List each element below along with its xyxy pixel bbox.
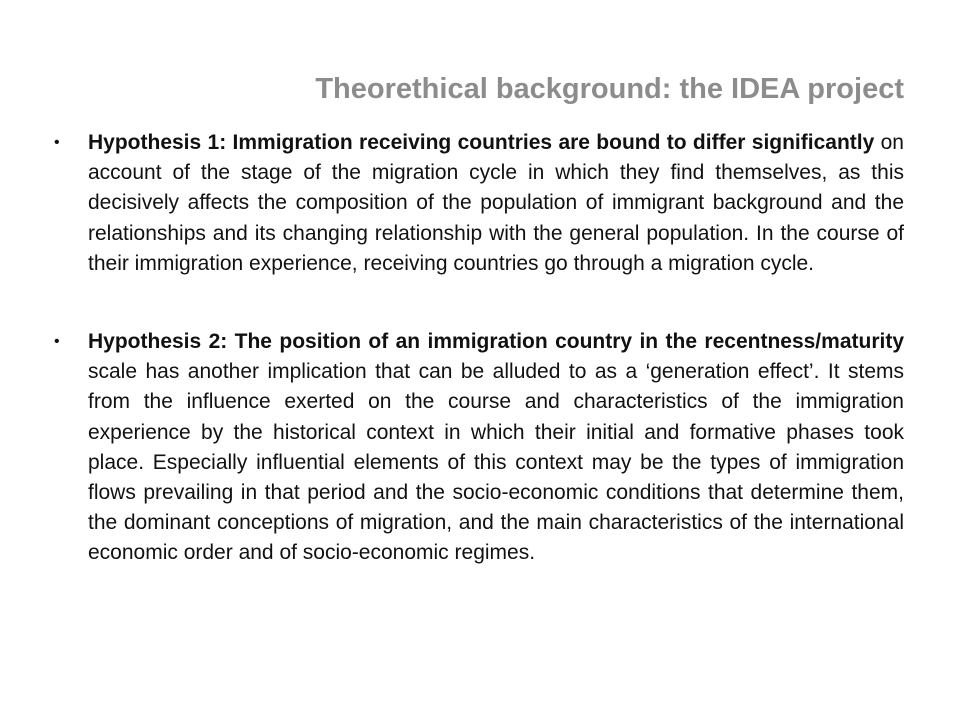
bullet-bold-text: Hypothesis 1: Immigration receiving countries are bound to differ significantly <box>88 131 875 154</box>
bullet-body-text: on account of the stage of the migration cycle in which they find themselves, as this decisively affects the composition of the population of immigrant background and the relationships and its changing relationship with the general population. In the course of their immigration experience, receiving countries go through a migration cycle. <box>88 131 904 275</box>
bullet-list <box>48 128 904 569</box>
bullet-item-hypothesis-2 <box>48 327 904 569</box>
bullet-icon: • <box>54 134 60 151</box>
bullet-body-text: scale has another implication that can be alluded to as a ‘generation effect’. It stems from the influence exerted on the course and characteristics of the immigration experience by the historical context in which their initial and formative phases took place. Especially influential elements of this context may be the types of immigration flows prevailing in that period and the socio-economic conditions that determine them, the dominant conceptions of migration, and the main characteristics of the international economic order and of socio-economic regimes. <box>88 360 904 565</box>
bullet-icon: • <box>54 333 60 351</box>
slide-title: Theorethical background: the IDEA project <box>315 73 904 105</box>
bullet-item-hypothesis-1 <box>48 128 904 279</box>
bullet-bold-text: Hypothesis 2: The position of an immigration country in the recentness/maturity <box>88 330 904 354</box>
